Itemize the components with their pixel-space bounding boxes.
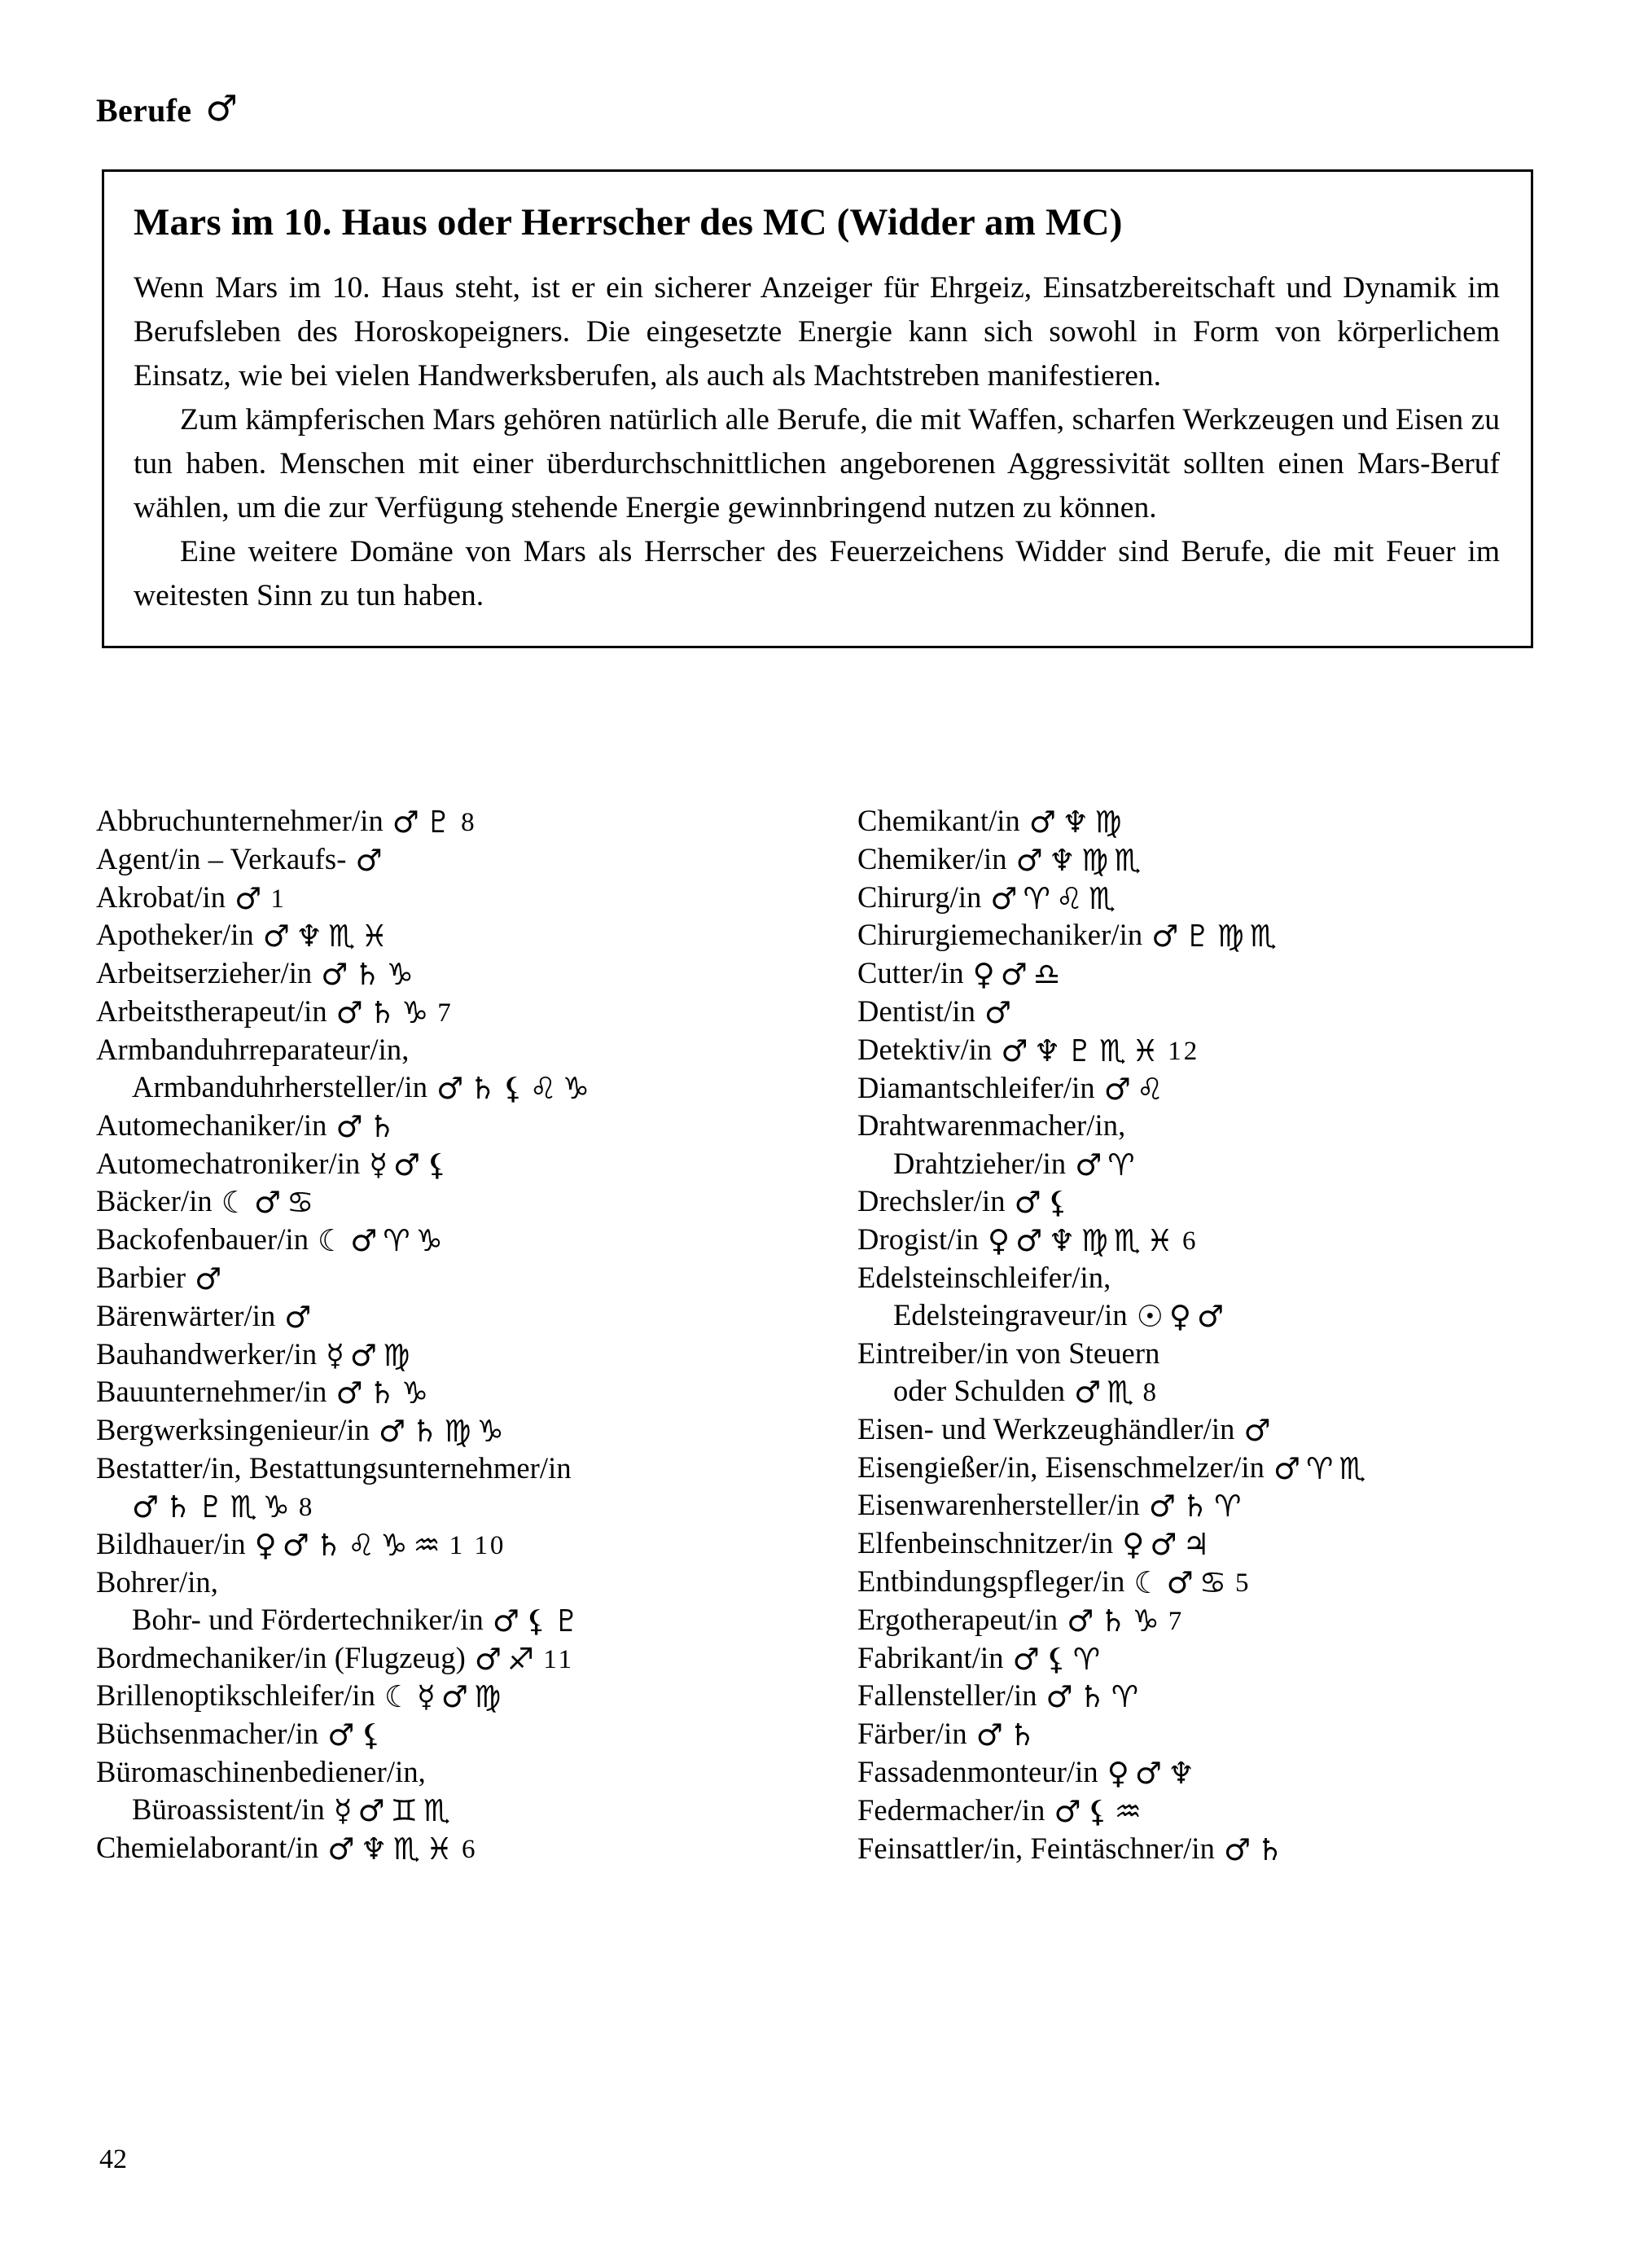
astrology-symbols: ♀♂♆♍♏♓ [988, 1223, 1179, 1259]
occupation-entry [96, 1145, 784, 1183]
occupation-entry [857, 993, 1545, 1031]
astrology-symbols: ♂ [355, 842, 388, 878]
occupation-entry [857, 879, 1545, 917]
astrology-symbols: ♂ [195, 1261, 228, 1296]
intro-paragraph-2: Zum kämpferischen Mars gehören natürlich alle Berufe, die mit Waffen, scharfen Werkzeugen und Eisen zu tun haben. Menschen mit einer überdurchschnittlichen angeborenen Aggressivität sollten einen Mars-Beruf wählen, um die zur Verfügung stehende Energie gewinnbringend nutzen zu können. [134, 403, 1500, 525]
running-head [96, 87, 239, 129]
astrology-symbols: ♀♂♆ [1107, 1756, 1201, 1792]
occupation-entry [857, 1145, 1545, 1183]
occupation-entry [857, 1753, 1545, 1792]
occupation-entry [857, 1335, 1545, 1372]
occupation-name: Büroassistent/in [132, 1792, 325, 1827]
astrology-symbols: ♂⚸ [327, 1717, 388, 1753]
astrology-symbols: ♂ [984, 994, 1018, 1030]
astrology-symbols: ♂ [284, 1299, 318, 1335]
house-numbers: 8 [1142, 1378, 1159, 1408]
occupation-name: Chemikant/in [857, 804, 1020, 837]
occupation-entry [96, 1259, 784, 1297]
occupation-entry [857, 1792, 1545, 1830]
occupation-name: Dentist/in [857, 994, 975, 1028]
occupation-name: Arbeitserzieher/in [96, 956, 313, 990]
astrology-symbols: ♂ [235, 880, 268, 916]
occupation-name: oder Schulden [893, 1374, 1066, 1408]
astrology-symbols: ♂♆♍ [1028, 805, 1128, 840]
occupation-name: Fassadenmonteur/in [857, 1755, 1098, 1789]
astrology-symbols: ♂♈ [1075, 1147, 1141, 1182]
occupation-entry [96, 993, 784, 1031]
occupation-entry [96, 1373, 784, 1411]
occupation-name: Bordmechaniker/in (Flugzeug) [96, 1640, 466, 1674]
astrology-symbols: ☾♂♋ [221, 1185, 320, 1221]
occupation-name: Ergotherapeut/in [857, 1602, 1059, 1636]
occupation-entry [96, 1715, 784, 1753]
astrology-symbols: ♂♄♑ [1067, 1603, 1165, 1638]
occupation-name: Bärenwärter/in [96, 1298, 276, 1332]
occupation-name: Akrobat/in [96, 880, 226, 914]
house-numbers: 6 [1182, 1226, 1199, 1257]
occupation-entry [857, 1524, 1545, 1563]
occupation-columns [96, 802, 1545, 1867]
astrology-symbols: ♂♆♏♓ [327, 1832, 459, 1867]
occupation-entry [96, 1753, 784, 1791]
occupation-entry [857, 1715, 1545, 1753]
intro-paragraph-1: Wenn Mars im 10. Haus steht, ist er ein sicherer Anzeiger für Ehrgeiz, Einsatzbereitschaft und Dynamik im Berufsleben des Horoskopeigners. Die eingesetzte Energie kann sich sowohl in Form von körperlichem Einsatz, wie bei vielen Handwerksberufen, als auch als Machtstreben manifestieren. [134, 271, 1500, 393]
astrology-symbols: ♂♄ [1223, 1832, 1290, 1867]
occupation-entry [96, 1791, 784, 1829]
occupation-entry [96, 1221, 784, 1259]
astrology-symbols: ♀♂♃ [1122, 1527, 1216, 1563]
astrology-symbols: ☉♀♂ [1136, 1299, 1230, 1335]
occupation-entry [857, 1031, 1545, 1069]
occupation-entry [857, 1601, 1545, 1639]
house-numbers: 8 [298, 1493, 315, 1523]
occupation-entry [96, 1450, 784, 1487]
occupation-entry [96, 802, 784, 840]
astrology-symbols: ♂⚸♈ [1012, 1641, 1107, 1677]
astrology-symbols: ♂♇♍♏ [1151, 919, 1282, 954]
occupation-name: Drogist/in [857, 1222, 980, 1257]
astrology-symbols: ♀♂♄♌♑♒ [254, 1527, 446, 1563]
occupation-entry [96, 1107, 784, 1145]
occupation-name: Bohrer/in, [96, 1564, 219, 1599]
intro-box-title: Mars im 10. Haus oder Herrscher des MC (Widder am MC) [134, 201, 1123, 243]
occupation-entry [96, 1639, 784, 1678]
occupation-entry [857, 1449, 1545, 1487]
house-numbers: 8 [461, 808, 477, 837]
occupation-name: Bäcker/in [96, 1184, 213, 1218]
occupation-entry [857, 1296, 1545, 1335]
occupation-entry [96, 1411, 784, 1450]
occupation-entry [857, 1563, 1545, 1601]
occupation-name: Brillenoptikschleifer/in [96, 1678, 375, 1713]
occupation-entry [857, 1677, 1545, 1715]
occupation-name: Eisenwarenhersteller/in [857, 1488, 1140, 1522]
occupation-name: Abbruchunternehmer/in [96, 804, 384, 837]
occupation-entry [96, 954, 784, 993]
occupation-entry [857, 1069, 1545, 1108]
occupation-name: Feinsattler/in, Feintäschner/in [857, 1831, 1215, 1865]
running-head-label: Berufe [96, 92, 192, 129]
occupation-name: Eisengießer/in, Eisenschmelzer/in [857, 1450, 1265, 1484]
occupation-entry [96, 879, 784, 917]
house-numbers: 7 [437, 998, 454, 1028]
astrology-symbols: ♀♂♎ [972, 957, 1067, 993]
astrology-symbols: ♂♄⚸♌♑ [436, 1070, 595, 1106]
occupation-name: Bauhandwerker/in [96, 1336, 318, 1371]
astrology-symbols: ♂♄♍♑ [378, 1414, 510, 1450]
astrology-symbols: ♂♄ [975, 1717, 1042, 1753]
occupation-name: Backofenbauer/in [96, 1222, 309, 1257]
occupation-entry [857, 954, 1545, 993]
astrology-symbols: ♂ [1243, 1412, 1277, 1448]
occupation-name: Arbeitstherapeut/in [96, 994, 327, 1028]
occupation-name: Detektiv/in [857, 1032, 993, 1066]
occupation-entry [96, 1564, 784, 1601]
occupation-entry [857, 1182, 1545, 1221]
occupation-entry [96, 916, 784, 954]
occupation-name: Eintreiber/in von Steuern [857, 1336, 1160, 1370]
occupation-name: Chemiker/in [857, 841, 1007, 875]
occupation-entry [857, 1221, 1545, 1259]
occupation-name: Büromaschinenbediener/in, [96, 1755, 426, 1789]
astrology-symbols: ♂⚸♇ [492, 1603, 586, 1638]
occupation-name: Fallensteller/in [857, 1678, 1037, 1713]
astrology-symbols: ♂♇ [392, 805, 458, 840]
astrology-symbols: ♂♄♑ [321, 957, 419, 993]
astrology-symbols: ☿♂♊♏ [333, 1793, 457, 1829]
house-numbers: 1 [270, 884, 287, 914]
occupation-entry [857, 840, 1545, 879]
occupation-entry [857, 1830, 1545, 1868]
occupation-name: Fabrikant/in [857, 1640, 1004, 1674]
occupation-name: Apotheker/in [96, 918, 254, 952]
astrology-symbols: ♂♐ [474, 1641, 541, 1677]
occupation-entry [96, 840, 784, 879]
occupation-column-right [857, 802, 1545, 1867]
astrology-symbols: ♂♈♌♏ [990, 880, 1122, 916]
occupation-name: Edelsteingraveur/in [893, 1298, 1128, 1332]
astrology-symbols: ♂♄♈ [1148, 1489, 1247, 1524]
house-numbers: 12 [1168, 1036, 1200, 1066]
astrology-symbols: ♂♈♏ [1273, 1450, 1372, 1486]
occupation-entry [857, 916, 1545, 954]
astrology-symbols: ♂♄♑ [335, 1375, 434, 1411]
occupation-name: Diamantschleifer/in [857, 1070, 1095, 1104]
astrology-symbols: ♂♆♏♓ [262, 919, 394, 954]
occupation-name: Armbanduhrreparateur/in, [96, 1032, 410, 1066]
intro-paragraph-3: Eine weitere Domäne von Mars als Herrscher des Feuerzeichens Widder sind Berufe, die mit Feuer im weitesten Sinn zu tun haben. [134, 535, 1500, 613]
astrology-symbols: ♂♄ [335, 1108, 401, 1144]
occupation-entry [857, 1486, 1545, 1524]
occupation-name: Cutter/in [857, 956, 964, 990]
occupation-name: Drahtwarenmacher/in, [857, 1108, 1126, 1143]
astrology-symbols: ☾♂♈♑ [318, 1223, 449, 1259]
occupation-entry [96, 1031, 784, 1068]
occupation-entry [96, 1182, 784, 1221]
occupation-name: Drahtzieher/in [893, 1146, 1067, 1180]
occupation-entry [96, 1336, 784, 1374]
occupation-entry [857, 1372, 1545, 1410]
astrology-symbols: ♂♆♇♏♓ [1001, 1033, 1165, 1068]
occupation-name: Bergwerksingenieur/in [96, 1413, 370, 1447]
occupation-entry [96, 1525, 784, 1564]
occupation-name: Entbindungspfleger/in [857, 1564, 1125, 1599]
occupation-name: Chemielaborant/in [96, 1831, 319, 1865]
occupation-entry [857, 1107, 1545, 1144]
house-numbers: 7 [1168, 1606, 1185, 1636]
page-number: 42 [99, 2144, 127, 2174]
occupation-name: Automechaniker/in [96, 1108, 327, 1142]
occupation-name: Bohr- und Fördertechniker/in [132, 1602, 484, 1636]
astrology-symbols: ♂♄♑ [335, 994, 435, 1030]
astrology-symbols: ♂⚸ [1014, 1185, 1075, 1221]
intro-box [102, 169, 1533, 648]
occupation-entry [96, 1068, 784, 1107]
astrology-symbols: ☿♂♍ [326, 1337, 416, 1373]
occupation-entry [96, 1297, 784, 1336]
occupation-name: Agent/in – Verkaufs- [96, 841, 347, 875]
occupation-name: Bestatter/in, Bestattungsunternehmer/in [96, 1450, 572, 1485]
astrology-symbols: ♂⚸♒ [1054, 1793, 1147, 1829]
occupation-entry [857, 802, 1545, 840]
occupation-entry [96, 1829, 784, 1867]
occupation-name: Edelsteinschleifer/in, [857, 1260, 1111, 1294]
occupation-entry [96, 1601, 784, 1639]
mars-symbol-icon: ♂ [205, 87, 239, 129]
occupation-name: Büchsenmacher/in [96, 1717, 319, 1751]
occupation-column-left [96, 802, 784, 1867]
occupation-name: Armbanduhrhersteller/in [132, 1069, 428, 1103]
astrology-symbols: ♂♄♇♏♑ [132, 1489, 296, 1525]
occupation-name: Bauunternehmer/in [96, 1375, 327, 1409]
astrology-symbols: ♂♌ [1103, 1071, 1170, 1107]
astrology-symbols: ☾♂♋ [1133, 1565, 1233, 1601]
occupation-name: Barbier [96, 1260, 186, 1294]
house-numbers: 1 10 [449, 1530, 506, 1560]
occupation-name: Färber/in [857, 1717, 967, 1751]
occupation-name: Drechsler/in [857, 1184, 1006, 1218]
occupation-entry [857, 1259, 1545, 1296]
occupation-name: Automechatroniker/in [96, 1146, 361, 1180]
house-numbers: 11 [543, 1644, 574, 1674]
astrology-symbols: ☿♂⚸ [369, 1147, 454, 1182]
occupation-name: Bildhauer/in [96, 1526, 246, 1560]
occupation-name: Federmacher/in [857, 1792, 1045, 1827]
house-numbers: 5 [1235, 1568, 1251, 1599]
astrology-symbols: ♂♄♈ [1045, 1679, 1145, 1715]
occupation-entry [96, 1487, 784, 1525]
occupation-entry [857, 1639, 1545, 1678]
occupation-entry [96, 1677, 784, 1715]
astrology-symbols: ♂♆♍♏ [1015, 842, 1147, 878]
occupation-name: Elfenbeinschnitzer/in [857, 1526, 1114, 1560]
occupation-entry [857, 1410, 1545, 1449]
occupation-name: Chirurg/in [857, 880, 982, 914]
occupation-name: Chirurgiemechaniker/in [857, 918, 1143, 952]
occupation-name: Eisen- und Werkzeughändler/in [857, 1411, 1235, 1445]
astrology-symbols: ☾☿♂♍ [384, 1679, 507, 1715]
astrology-symbols: ♂♏ [1074, 1375, 1140, 1410]
house-numbers: 6 [462, 1835, 478, 1865]
